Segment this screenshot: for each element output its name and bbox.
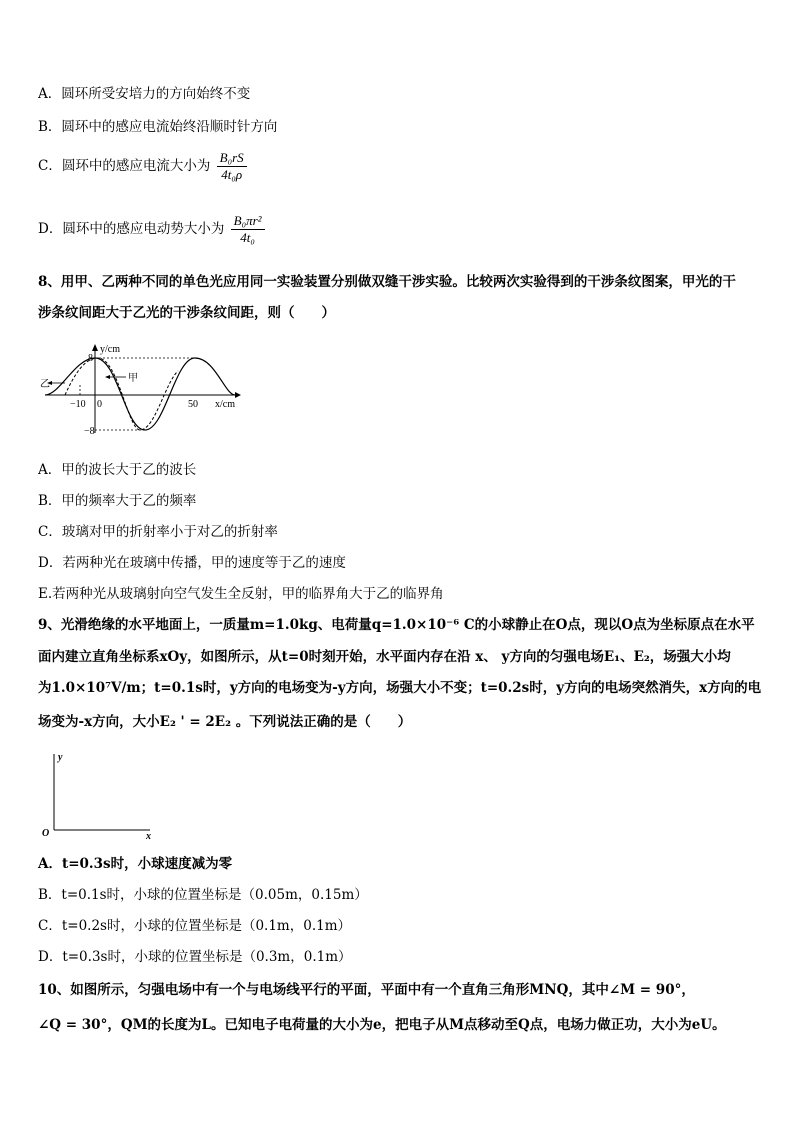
q9-axes-figure — [38, 748, 158, 840]
label-jia: 甲 — [128, 373, 138, 384]
q7-option-d-text: D．圆环中的感应电动势大小为 — [38, 221, 225, 237]
y-axis-arrow — [92, 344, 98, 351]
wave-jia-curve — [45, 358, 235, 430]
y-axis-label: y/cm — [100, 344, 120, 355]
q7-option-c — [38, 150, 247, 183]
q9-x-label: x — [146, 831, 151, 840]
jia-arrowhead — [105, 375, 110, 379]
q7-option-c-denominator: 4t₀ρ — [221, 167, 243, 182]
tick-neg10: −10 — [70, 399, 86, 410]
q9-option-c: C．t=0.2s时，小球的位置坐标是（0.1m，0.1m） — [38, 918, 352, 934]
q9-stem-line-4: 场变为-x方向，大小E₂ ' = 2E₂ 。下列说法正确的是（ ） — [38, 714, 412, 730]
tick-0: 0 — [97, 399, 102, 410]
x-axis-label: x/cm — [215, 399, 235, 410]
q7-option-c-numerator: B₀rS — [217, 150, 247, 167]
q8-option-e: E.若两种光从玻璃射向空气发生全反射，甲的临界角大于乙的临界角 — [38, 586, 444, 602]
q7-option-d — [38, 213, 265, 246]
tick-8: 8 — [88, 353, 93, 364]
q9-stem-line-2: 面内建立直角坐标系xOy，如图所示，从t=0时刻开始，水平面内存在沿 x、 y方向的匀强电场E₁、E₂，场强大小均 — [38, 649, 731, 665]
q9-stem-line-3: 为1.0×10⁷V/m；t=0.1s时，y方向的电场变为-y方向，场强大小不变；t=0.2s时，y方向的电场突然消失，x方向的电 — [38, 680, 762, 696]
q7-option-d-fraction — [231, 213, 265, 246]
q7-option-d-denominator: 4t₀ — [240, 230, 255, 245]
q9-y-label: y — [58, 752, 63, 763]
q7-option-c-fraction — [217, 150, 247, 183]
q7-option-a: A．圆环所受安培力的方向始终不变 — [38, 86, 251, 102]
q7-option-c-text: C．圆环中的感应电流大小为 — [38, 158, 211, 174]
q9-option-b: B．t=0.1s时，小球的位置坐标是（0.05m，0.15m） — [38, 887, 368, 903]
q8-stem-line-1: 8、用甲、乙两种不同的单色光应用同一实验装置分别做双缝干涉实验。比较两次实验得到的干涉条纹图案，甲光的干 — [38, 274, 736, 290]
q10-stem-line-2: ∠Q = 30°，QM的长度为L。已知电子电荷量的大小为e，把电子从M点移动至Q点，电场力做正功，大小为eU。 — [38, 1017, 726, 1033]
q9-stem-line-1: 9、光滑绝缘的水平地面上，一质量m=1.0kg、电荷量q=1.0×10⁻⁶ C的小球静止在O点，现以O点为坐标原点在水平 — [38, 617, 755, 633]
q10-stem-line-1: 10、如图所示，匀强电场中有一个与电场线平行的平面，平面中有一个直角三角形MNQ，其中∠M = 90°， — [38, 982, 695, 998]
q7-option-b: B．圆环中的感应电流始终沿顺时针方向 — [38, 119, 278, 135]
q8-stem-line-2: 涉条纹间距大于乙光的干涉条纹间距，则（ ） — [38, 305, 335, 321]
q9-origin-label: O — [42, 828, 50, 839]
wave-yi-curve — [65, 358, 178, 430]
x-axis-arrow — [235, 392, 241, 398]
q8-option-b: B．甲的频率大于乙的频率 — [38, 493, 197, 509]
q9-option-a: A．t=0.3s时，小球速度减为零 — [38, 856, 233, 872]
q8-option-c: C．玻璃对甲的折射率小于对乙的折射率 — [38, 524, 278, 540]
tick-50: 50 — [188, 399, 198, 410]
q8-option-d: D．若两种光在玻璃中传播，甲的速度等于乙的速度 — [38, 555, 346, 571]
tick-neg8: −8 — [84, 426, 95, 437]
q9-option-d: D．t=0.3s时，小球的位置坐标是（0.3m，0.1m） — [38, 949, 352, 965]
label-yi: 乙 — [40, 379, 50, 390]
q7-option-d-numerator: B₀πr² — [231, 213, 265, 230]
q8-wave-figure — [40, 343, 245, 438]
q8-option-a: A．甲的波长大于乙的波长 — [38, 462, 197, 478]
